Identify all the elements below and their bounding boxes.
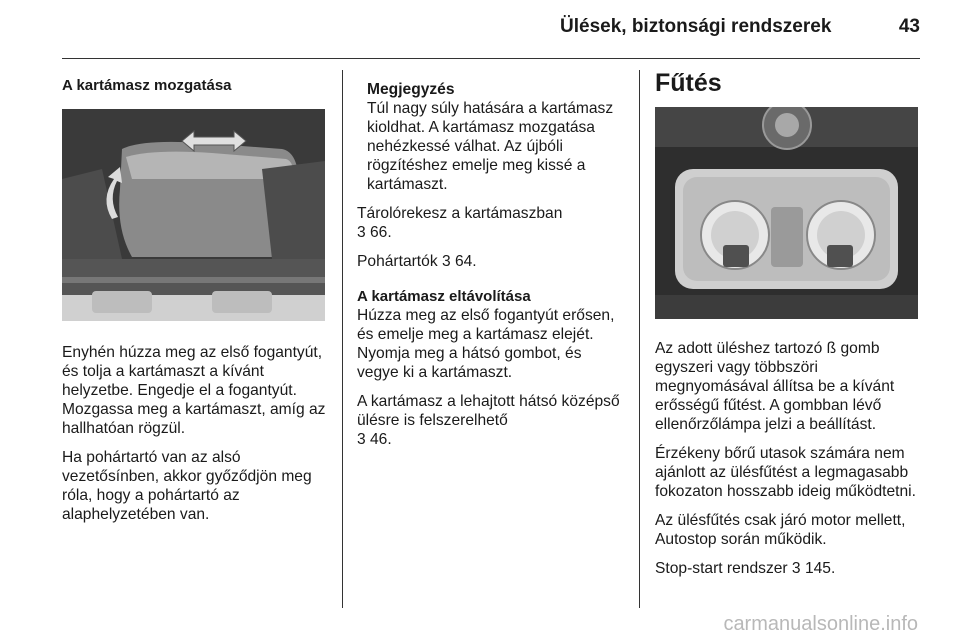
removal-instructions: Húzza meg az első fogantyút erősen, és emelje meg a kartámasz elejét. Nyomja meg a hátsó gombot, és vegye ki a kartámaszt. (357, 307, 615, 381)
left-seat-heat-button (723, 245, 749, 267)
storage-page-link[interactable]: 3 66. (357, 224, 392, 241)
storage-text: Tárolórekesz a kartámaszban (357, 205, 563, 222)
cupholder-note: Ha pohártartó van az alsó vezetősínben, akkor győződjön meg róla, hogy a pohártartó az alaphelyzetében van. (62, 449, 312, 523)
note-body: Túl nagy súly hatására a kartámasz kioldhat. A kartámasz mozgatása nehézkessé válhat. Az újbóli rögzítéshez emelje meg kissé a kartámaszt. (367, 100, 614, 193)
rear-seat-reference (357, 392, 627, 449)
armrest-instructions: Enyhén húzza meg az első fogantyút, és tolja a kartámaszt a kívánt helyzetbe. Engedje el a fogantyút. Mozgassa meg a kartámaszt, amíg az hallhatóan rögzül. (62, 344, 326, 437)
page-header-title: Ülések, biztonsági rendszerek (560, 16, 832, 37)
note-block (357, 80, 627, 194)
section-heading-removal: A kartámasz eltávolítása (357, 288, 531, 305)
rear-seat-page-link[interactable]: 3 46. (357, 431, 392, 448)
rear-seat-text: A kartámasz a lehajtott hátsó középső ülésre is felszerelhető (357, 393, 620, 429)
watermark: carmanualsonline.info (723, 613, 918, 635)
cupholder-reference: Pohártartók 3 64. (357, 253, 477, 270)
armrest-figure (62, 109, 325, 321)
note-title: Megjegyzés (367, 81, 455, 98)
column-divider-1 (342, 70, 343, 608)
climate-panel-figure (655, 107, 918, 319)
section-heading-heating: Fűtés (655, 69, 722, 97)
column-divider-2 (639, 70, 640, 608)
column-2 (357, 80, 627, 459)
storage-reference (357, 204, 627, 242)
page-number: 43 (898, 16, 920, 37)
sensitive-skin-warning: Érzékeny bőrű utasok számára nem ajánlott az ülésfűtést a legmagasabb fokozaton hosszabb ideig működtetni. (655, 445, 916, 500)
column-3 (655, 69, 921, 588)
section-heading-armrest: A kartámasz mozgatása (62, 77, 232, 94)
right-seat-heat-button (827, 245, 853, 267)
header-divider (62, 58, 920, 59)
stop-start-reference: Stop-start rendszer 3 145. (655, 560, 836, 577)
engine-running-note: Az ülésfűtés csak járó motor mellett, Autostop során működik. (655, 512, 906, 548)
seat-heating-instructions: Az adott üléshez tartozó ß gomb egyszeri vagy többszöri megnyomásával állítsa be a kívánt erősségű fűtést. A gombban lévő ellenőrzőlámpa jelzi a beállítást. (655, 340, 895, 433)
column-1 (62, 76, 328, 534)
